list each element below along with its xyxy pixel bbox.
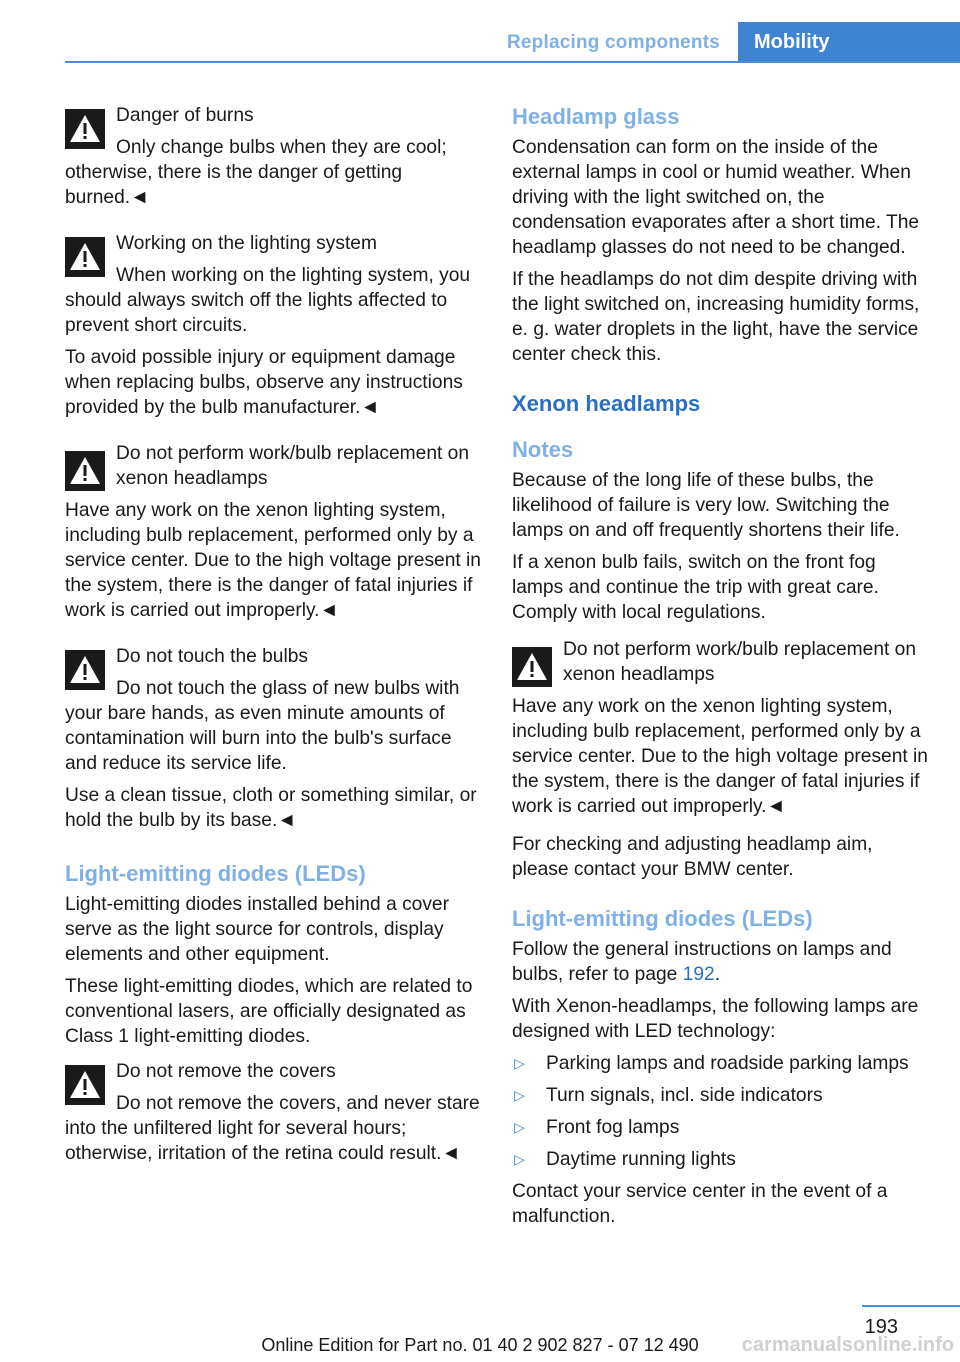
warning-body: Do not touch the glass of new bulbs with your bare hands, as even minute amounts of contamination will burn into the bulb's surface and reduce its service life.	[65, 678, 460, 774]
warning-body: Do not remove the covers, and never stare into the unfiltered light for several hours; otherwise, irritation of the retina could result.◄	[65, 1093, 480, 1164]
led-paragraph-2: These light-emitting diodes, which are related to conventional lasers, are officially designated as Class 1 light-emitting diodes.	[65, 976, 473, 1047]
warning-covers	[65, 1059, 483, 1166]
warning-touch-bulbs	[65, 644, 483, 833]
warning-xenon-right	[512, 637, 930, 819]
header-chapter-tab: Mobility	[738, 22, 960, 63]
warning-lighting-system	[65, 231, 483, 420]
warning-body: Only change bulbs when they are cool; otherwise, there is the danger of getting burned.◄	[65, 137, 447, 208]
warning-title: Working on the lighting system	[116, 233, 377, 254]
warning-triangle-icon	[65, 109, 105, 149]
warning-body-2: To avoid possible injury or equipment damage when replacing bulbs, observe any instructions provided by the bulb manufacturer.◄	[65, 347, 463, 418]
list-item: ▷ Turn signals, incl. side indicators	[514, 1085, 823, 1106]
warning-title: Do not perform work/bulb replacement on xenon headlamps	[563, 639, 917, 685]
led-paragraph-1: Light-emitting diodes installed behind a cover serve as the light source for controls, display elements and other equipment.	[65, 894, 449, 965]
xenon-headlamps-heading: Xenon headlamps	[512, 391, 701, 416]
warning-triangle-icon	[65, 237, 105, 277]
right-column	[512, 103, 930, 1236]
led-heading-right: Light-emitting diodes (LEDs)	[512, 906, 813, 931]
list-item: ▷ Parking lamps and roadside parking lamps	[514, 1053, 909, 1074]
led-paragraph-3-right: Contact your service center in the event of a malfunction.	[512, 1181, 888, 1227]
led-paragraph-2-right: With Xenon-headlamps, the following lamps are designed with LED technology:	[512, 996, 919, 1042]
warning-burns	[65, 103, 483, 210]
warning-triangle-icon	[65, 650, 105, 690]
notes-paragraph-1: Because of the long life of these bulbs, the likelihood of failure is very low. Switching the lamps on and off frequently shortens their life.	[512, 470, 900, 541]
list-item: ▷ Front fog lamps	[514, 1117, 680, 1138]
warning-body: When working on the lighting system, you should always switch off the lights affected to prevent short circuits.	[65, 265, 471, 336]
left-column	[65, 103, 483, 1173]
notes-heading: Notes	[512, 437, 574, 462]
warning-title: Do not perform work/bulb replacement on xenon headlamps	[116, 443, 470, 489]
warning-body-2: Use a clean tissue, cloth or something similar, or hold the bulb by its base.◄	[65, 785, 477, 831]
bullet-triangle-icon: ▷	[514, 1151, 525, 1167]
led-heading: Light-emitting diodes (LEDs)	[65, 861, 366, 886]
warning-xenon	[65, 441, 483, 623]
warning-body: Have any work on the xenon lighting system, including bulb replacement, performed only by a service center. Due to the high voltage present in the system, there is the danger of fatal injuries if work is carried out improperly.◄	[65, 500, 481, 621]
bullet-triangle-icon: ▷	[514, 1119, 525, 1135]
notes-paragraph-2: If a xenon bulb fails, switch on the front fog lamps and continue the trip with great care. Comply with local regulations.	[512, 552, 879, 623]
warning-triangle-icon	[65, 451, 105, 491]
warning-title: Do not remove the covers	[116, 1061, 336, 1082]
headlamp-aim-paragraph: For checking and adjusting headlamp aim, please contact your BMW center.	[512, 834, 873, 880]
led-lamp-list	[512, 1051, 930, 1172]
footer-edition-text: Online Edition for Part no. 01 40 2 902 827 - 07 12 490	[261, 1335, 699, 1355]
warning-triangle-icon	[512, 647, 552, 687]
warning-title: Danger of burns	[116, 105, 254, 126]
warning-body: Have any work on the xenon lighting system, including bulb replacement, performed only by a service center. Due to the high voltage present in the system, there is the danger of fatal injuries if work is carried out improperly.◄	[512, 696, 928, 817]
page-number: 193	[864, 1316, 898, 1338]
led-paragraph-1-right: Follow the general instructions on lamps and bulbs, refer to page 192.	[512, 939, 892, 985]
headlamp-glass-paragraph-1: Condensation can form on the inside of the external lamps in cool or humid weather. When driving with the light switched on, the condensation evaporates after a short time. The headlamp glasses do not need to be changed.	[512, 137, 920, 258]
page-reference-link[interactable]: 192	[682, 964, 715, 985]
headlamp-glass-heading: Headlamp glass	[512, 104, 680, 129]
warning-title: Do not touch the bulbs	[116, 646, 309, 667]
bullet-triangle-icon: ▷	[514, 1055, 525, 1071]
header-section-title: Replacing components	[506, 32, 720, 53]
header-rule	[65, 61, 960, 63]
bullet-triangle-icon: ▷	[514, 1087, 525, 1103]
page-number-rule	[862, 1305, 960, 1307]
list-item: ▷ Daytime running lights	[514, 1149, 736, 1170]
watermark: carmanualsonline.info	[741, 1334, 954, 1356]
warning-triangle-icon	[65, 1065, 105, 1105]
headlamp-glass-paragraph-2: If the headlamps do not dim despite driving with the light switched on, increasing humidity forms, e. g. water droplets in the light, have the service center check this.	[512, 269, 920, 365]
